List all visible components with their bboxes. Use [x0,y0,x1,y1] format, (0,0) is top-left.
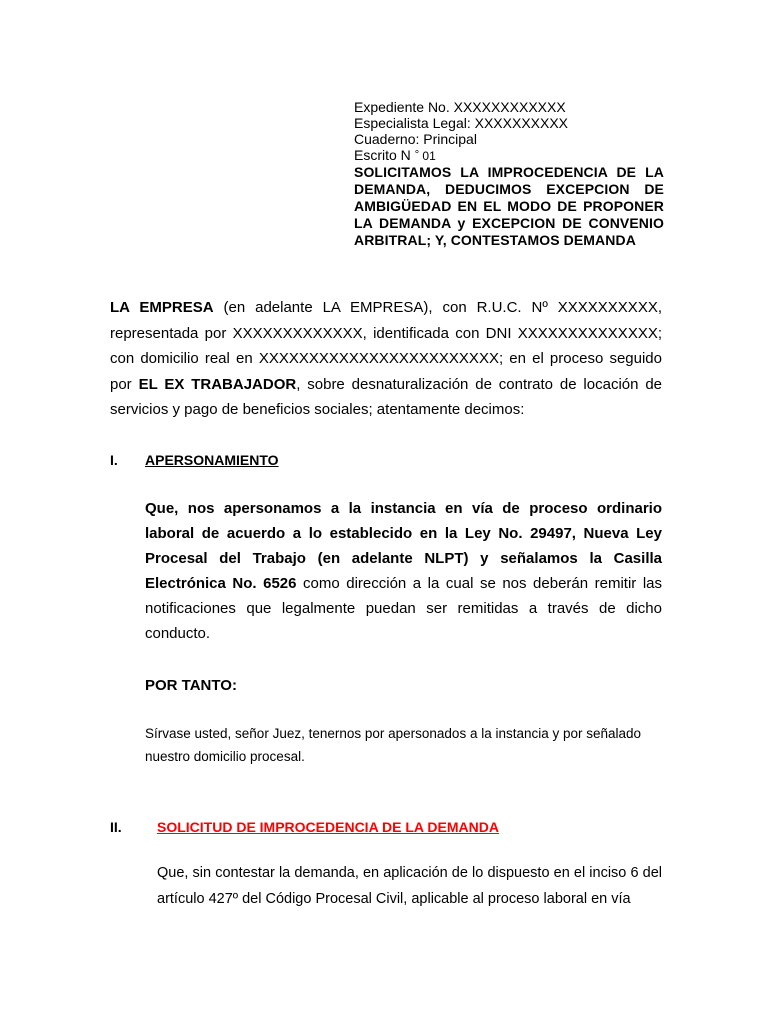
section-2-numeral: II. [110,819,122,835]
apersonamiento-text: como dirección a la cual se nos deberán remitir las notificaciones que legalmente puedan ser remitidas a través de dicho conducto. [145,575,662,642]
cuaderno: Cuaderno: Principal [354,131,477,147]
section-2-title: SOLICITUD DE IMPROCEDENCIA DE LA DEMANDA [157,819,499,835]
escrito-label: Escrito N [354,147,411,163]
improcedencia-paragraph: Que, sin contestar la demanda, en aplicación de lo dispuesto en el inciso 6 del artículo 427º del Código Procesal Civil, aplicable al proceso laboral en vía [157,865,662,907]
por-tanto-heading: POR TANTO: [145,677,237,694]
escrito-degree: ° [414,149,420,161]
counterparty-name: EL EX TRABAJADOR [138,375,297,393]
intro-paragraph [110,295,662,423]
escrito-value: 01 [419,149,436,163]
apersonamiento-paragraph [145,496,662,646]
section-1-numeral: I. [110,452,118,468]
party-name: LA EMPRESA [110,299,214,316]
section-1-title: APERSONAMIENTO [145,452,279,468]
escrito-number [354,147,664,164]
expediente-number: Expediente No. XXXXXXXXXXXX [354,99,566,115]
intro-text-1: (en adelante LA EMPRESA), con R.U.C. Nº XXXXXXXXXX, representada por XXXXXXXXXXXXX, identificada con DNI XXXXXXXXXXXXXX; con domicilio real en XXXXXXXXXXXXXXXXXXXXXXXX; en el proceso seguido por [110,299,662,393]
case-header [354,99,664,249]
sirvase-paragraph: Sírvase usted, señor Juez, tenernos por apersonados a la instancia y por señalado nuestro domicilio procesal. [145,726,642,764]
intro-text-2: , sobre desnaturalización de contrato de locación de servicios y pago de beneficios sociales; atentamente decimos: [110,375,663,418]
especialista-legal: Especialista Legal: XXXXXXXXXX [354,115,569,131]
sumilla: SOLICITAMOS LA IMPROCEDENCIA DE LA DEMANDA, DEDUCIMOS EXCEPCION DE AMBIGÜEDAD EN EL MODO DE PROPONER LA DEMANDA y EXCEPCION DE CONVENIO ARBITRAL; Y, CONTESTAMOS DEMANDA [354,164,664,248]
apersonamiento-bold-text: Que, nos apersonamos a la instancia en vía de proceso ordinario laboral de acuerdo a lo establecido en la Ley No. 29497, Nueva Ley Procesal del Trabajo (en adelante NLPT) y señalamos la Casilla Electrónica No. 6526 [145,500,662,592]
